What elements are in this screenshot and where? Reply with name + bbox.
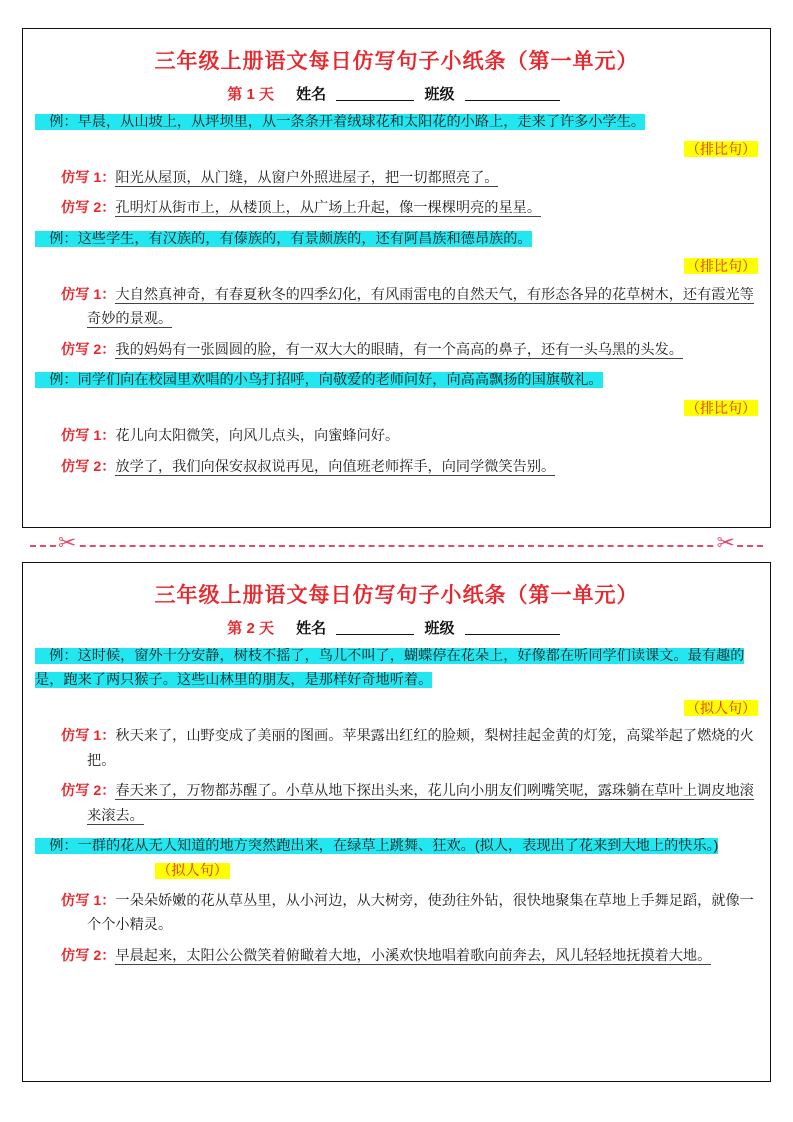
example-body-2-1: 这时候，窗外十分安静，树枝不摇了，鸟儿不叫了，蝴蝶停在花朵上，好像都在听同学们读课文。最有趣的是，跑来了两只猴子。这些山林里的朋友，是那样好奇地听着。 — [35, 648, 745, 689]
sheet-header-row-2 — [35, 617, 758, 638]
example-text-2-1 — [35, 644, 758, 693]
class-label-1: 班级 — [424, 86, 455, 103]
example-tag-1-1: （排比句） — [686, 141, 756, 158]
name-label-2: 姓名 — [296, 620, 327, 637]
scissors-icon: ✂ — [58, 530, 77, 555]
imitation-1-3-2 — [61, 455, 758, 479]
imitation-label: 仿写 2： — [61, 947, 116, 964]
example-tag-row-1-1 — [35, 140, 758, 160]
example-block-1-3 — [35, 368, 758, 479]
imitation-text: 早晨起来，太阳公公微笑着俯瞰着大地，小溪欢快地唱着歌向前奔去，风儿轻轻地抚摸着大地。 — [115, 947, 712, 964]
example-body-1-2: 这些学生，有汉族的，有傣族的，有景颇族的，还有阿昌族和德昂族的。 — [77, 230, 532, 247]
class-blank-1[interactable] — [465, 100, 560, 101]
imitation-text: 一朵朵娇嫩的花从草丛里，从小河边，从大树旁，使劲往外钻，很快地聚集在草地上手舞足蹈，就像一个个小精灵。 — [87, 892, 754, 934]
example-prefix-2-1: 例： — [49, 648, 78, 664]
imitation-2-1-1 — [61, 724, 758, 773]
imitation-text: 我的妈妈有一张圆圆的脸，有一双大大的眼睛，有一个高高的鼻子，还有一头乌黑的头发。 — [115, 341, 683, 358]
sheet-title-2: 三年级上册语文每日仿写句子小纸条（第一单元） — [154, 583, 639, 607]
name-label-1: 姓名 — [296, 86, 327, 103]
imitation-text: 春天来了，万物都苏醒了。小草从地下探出头来，花儿向小朋友们咧嘴笑呢，露珠躺在草叶上调皮地滚来滚去。 — [87, 783, 754, 824]
imitation-text: 花儿向太阳微笑，向风儿点头，向蜜蜂问好。 — [115, 428, 400, 445]
sheet-title-1: 三年级上册语文每日仿写句子小纸条（第一单元） — [154, 49, 639, 73]
imitation-label: 仿写 1： — [61, 286, 116, 303]
imitation-label: 仿写 2： — [61, 783, 116, 800]
example-block-2-2 — [35, 834, 758, 968]
imitation-label: 仿写 1： — [61, 892, 116, 909]
scissors-icon: ✂ — [716, 530, 735, 555]
imitation-label: 仿写 1： — [61, 170, 116, 187]
example-block-2-1 — [35, 644, 758, 828]
example-body-1-1: 早晨，从山坡上，从坪坝里，从一条条开着绒球花和太阳花的小路上，走来了许多小学生。 — [77, 114, 646, 130]
imitation-label: 仿写 2： — [61, 200, 116, 217]
example-prefix-1-2: 例： — [49, 230, 78, 247]
worksheet-card-1 — [22, 28, 771, 528]
imitation-label: 仿写 2： — [61, 458, 116, 475]
worksheet-card-2 — [22, 562, 771, 1082]
example-tag-1-3: （排比句） — [686, 399, 756, 416]
imitation-1-2-1 — [61, 283, 758, 332]
imitation-1-2-2 — [61, 338, 758, 362]
example-tag-1-2: （排比句） — [686, 258, 756, 275]
class-label-2: 班级 — [424, 620, 455, 637]
imitation-1-3-1 — [61, 424, 758, 448]
example-prefix-1-1: 例： — [49, 114, 78, 130]
imitation-label: 仿写 1： — [61, 428, 116, 445]
example-block-1-2 — [35, 227, 758, 362]
imitation-text: 阳光从屋顶，从门缝，从窗户外照进屋子，把一切都照亮了。 — [115, 170, 499, 187]
cut-dashed-line — [30, 545, 763, 547]
day-label-2: 第 2 天 — [227, 620, 274, 637]
example-tag-row-1-2 — [35, 257, 758, 277]
name-blank-1[interactable] — [336, 100, 414, 101]
example-text-1-2 — [35, 227, 758, 251]
sheet-header-row-1 — [35, 83, 758, 104]
day-label-1: 第 1 天 — [227, 86, 274, 103]
imitation-1-1-2 — [61, 196, 758, 220]
example-tag-row-1-3 — [35, 399, 758, 419]
imitation-text: 放学了，我们向保安叔叔说再见，向值班老师挥手，向同学微笑告别。 — [115, 458, 556, 475]
example-text-1-1 — [35, 110, 758, 134]
example-tag-2-2: （拟人句） — [157, 862, 228, 879]
imitation-text: 秋天来了，山野变成了美丽的图画。苹果露出红红的脸颊，梨树挂起金黄的灯笼，高粱举起了燃烧的火把。 — [87, 728, 754, 769]
example-tag-2-1: （拟人句） — [686, 699, 756, 716]
example-prefix-1-3: 例： — [49, 372, 78, 389]
example-body-1-3: 同学们向在校园里欢唱的小鸟打招呼，向敬爱的老师问好，向高高飘扬的国旗敬礼。 — [77, 372, 603, 389]
imitation-2-1-2 — [61, 779, 758, 828]
example-prefix-2-2: 例： — [49, 838, 78, 855]
imitation-2-2-1 — [61, 889, 758, 938]
example-body-2-2: 一群的花从无人知道的地方突然跑出来，在绿草上跳舞、狂欢。(拟人，表现出了花来到大地上的快乐。) — [77, 838, 719, 855]
imitation-text: 孔明灯从街市上，从楼顶上，从广场上升起，像一棵棵明亮的星星。 — [115, 200, 542, 217]
imitation-label: 仿写 2： — [61, 341, 116, 358]
name-blank-2[interactable] — [336, 634, 414, 635]
example-tag-row-2-1 — [35, 699, 758, 719]
example-text-2-2 — [35, 834, 758, 883]
cut-line — [22, 528, 771, 562]
imitation-2-2-2 — [61, 944, 758, 968]
example-text-1-3 — [35, 368, 758, 392]
imitation-text: 大自然真神奇，有春夏秋冬的四季幻化，有风雨雷电的自然天气，有形态各异的花草树木，还有霞光等奇妙的景观。 — [87, 286, 754, 328]
imitation-label: 仿写 1： — [61, 728, 116, 745]
example-block-1-1 — [35, 110, 758, 221]
class-blank-2[interactable] — [465, 634, 560, 635]
imitation-1-1-1 — [61, 166, 758, 190]
